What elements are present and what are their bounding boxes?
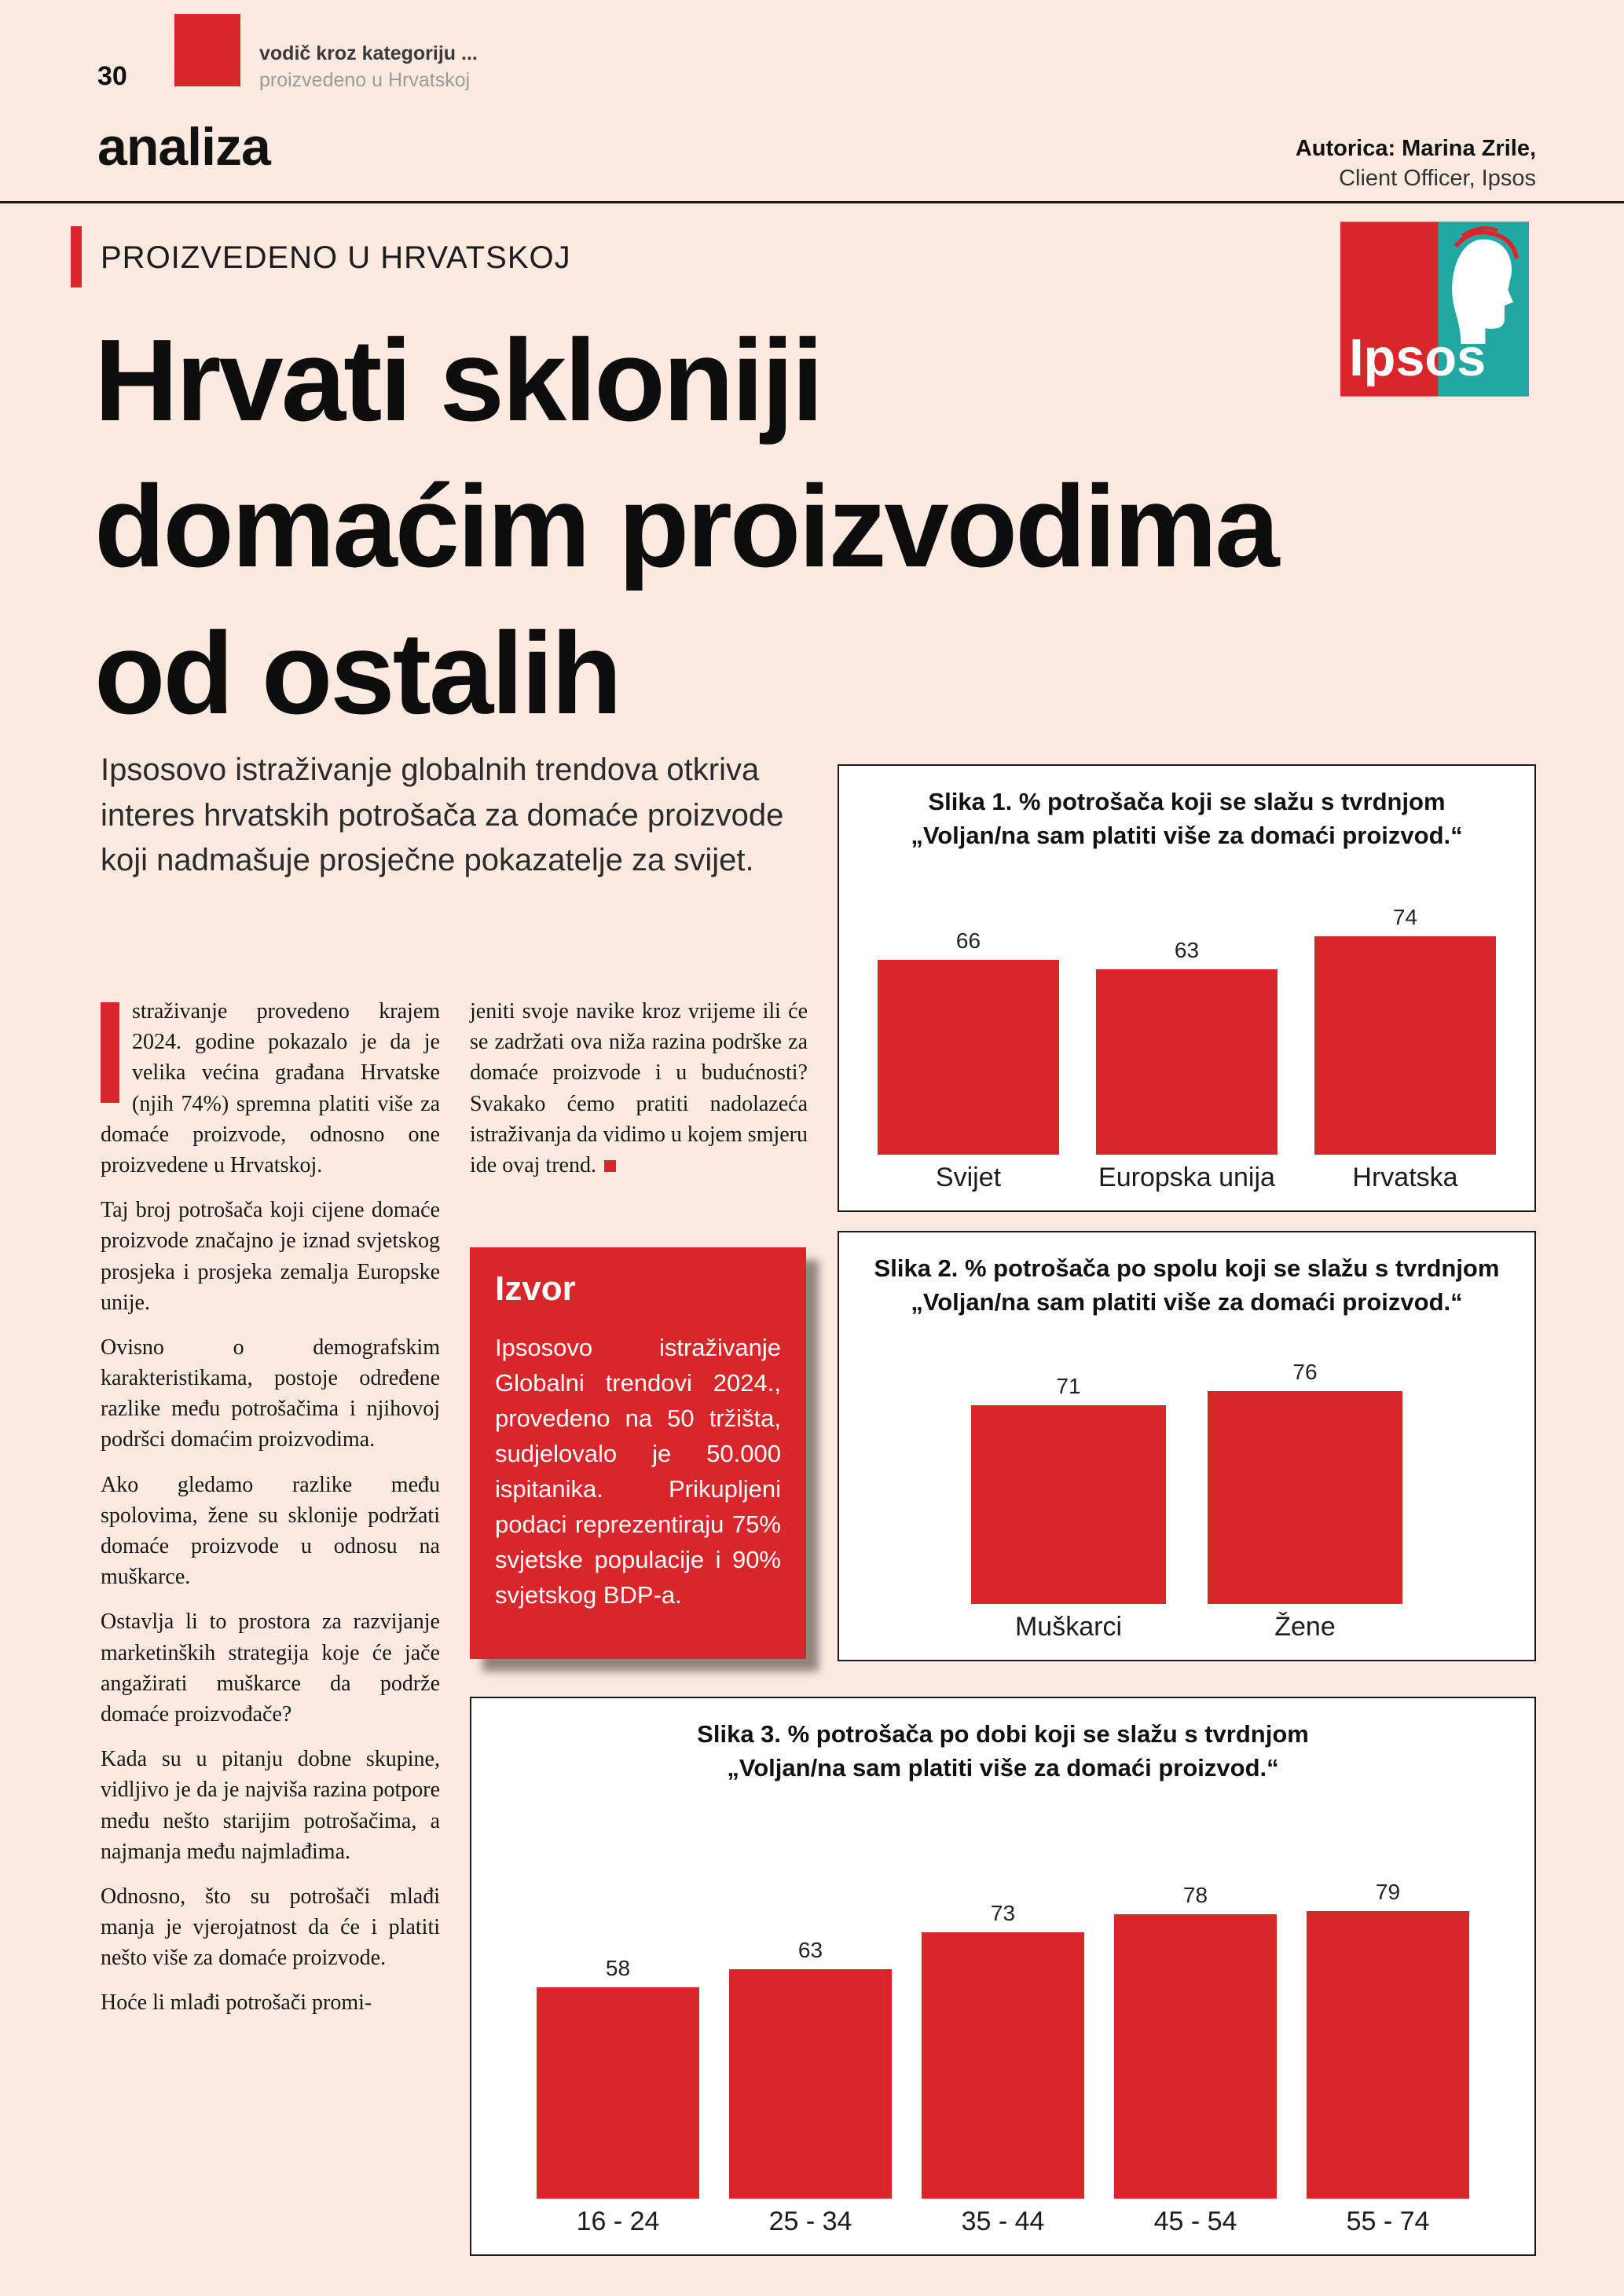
- bar: [1096, 969, 1278, 1155]
- bar-column: [971, 1374, 1166, 1604]
- bar: [971, 1405, 1166, 1604]
- body-paragraph: Kada su u pitanju dobne skupine, vidljivo je da je najviša razina potpore među nešto starijim potrošačima, a najmanja među najmlađima.: [101, 1747, 440, 1864]
- chart-title-line1: Slika 1. % potrošača koji se slažu s tvrdnjom: [928, 788, 1446, 815]
- source-box: [470, 1247, 806, 1659]
- bar-value-label: 76: [1292, 1360, 1318, 1384]
- chart-plot-area: [839, 894, 1534, 1155]
- chart-title-line2: „Voljan/na sam platiti više za domaći proizvod.“: [911, 822, 1463, 850]
- chart-plot-area: [839, 1351, 1534, 1604]
- headline-line1: Hrvati skloniji: [94, 316, 822, 445]
- body-paragraph: Odnosno, što su potrošači mlađi manja je vjerojatnost da će i platiti nešto više za domaće proizvode.: [101, 1884, 440, 1971]
- chart-title-line1: Slika 2. % potrošača po spolu koji se slažu s tvrdnjom: [874, 1254, 1500, 1282]
- bar-value-label: 74: [1392, 905, 1418, 929]
- author-block: [1296, 134, 1536, 194]
- bar: [1314, 936, 1496, 1155]
- bar-category-label: 45 - 54: [1153, 2206, 1237, 2236]
- bar-value-label: 78: [1182, 1883, 1208, 1907]
- bar-value-label: 63: [797, 1938, 823, 1962]
- bar: [1307, 1911, 1469, 2199]
- paragraph-text: straživanje provedeno krajem 2024. godine pokazalo je da je velika većina građana Hrvatske (njih 74%) spremna platiti više za domaće proizvode, odnosno one proizvedene u Hrvatskoj.: [101, 999, 440, 1177]
- bar-value-label: 63: [1174, 938, 1200, 962]
- source-box-title: Izvor: [495, 1269, 576, 1308]
- article-headline: [94, 308, 1477, 747]
- chart-category-row: [839, 1155, 1534, 1210]
- bar-value-label: 79: [1375, 1880, 1401, 1904]
- author-name: Autorica: Marina Zrile,: [1295, 136, 1536, 161]
- bar-column: [1314, 905, 1496, 1155]
- bar: [1114, 1914, 1277, 2199]
- chart-title-line2: „Voljan/na sam platiti više za domaći proizvod.“: [727, 1754, 1279, 1782]
- paragraph-text: jeniti svoje navike kroz vrijeme ili će se zadržati ova niža razina podrške za domaće proizvode i u budućnosti? Svakako ćemo pratiti nadolazeća istraživanja da vidimo u kojem smjeru ide ovaj trend.: [470, 999, 808, 1177]
- body-paragraph: Ostavlja li to prostora za razvijanje marketinških strategija koje će jače angažirati muškarce da podrže domaće proizvođače?: [101, 1609, 440, 1727]
- bar-category-label: Hrvatska: [1352, 1163, 1458, 1192]
- bar-column: [1208, 1360, 1402, 1604]
- bar: [537, 1987, 699, 2199]
- chart-title-line1: Slika 3. % potrošača po dobi koji se slažu s tvrdnjom: [697, 1720, 1309, 1748]
- kicker-line2: proizvedeno u Hrvatskoj: [259, 68, 471, 91]
- body-paragraph: [470, 996, 808, 1181]
- bar: [922, 1932, 1084, 2199]
- bar: [878, 960, 1059, 1155]
- page-number: 30: [97, 61, 127, 91]
- body-paragraph: Taj broj potrošača koji cijene domaće proizvode značajno je iznad svjetskog prosjeka i prosjeka zemalja Europske unije.: [101, 1198, 440, 1315]
- bar-value-label: 58: [605, 1956, 631, 1980]
- kicker: [259, 41, 478, 94]
- drop-cap-i: [101, 1002, 119, 1103]
- bar-column: [1307, 1880, 1469, 2199]
- headline-line2: domaćim proizvodima: [94, 462, 1278, 592]
- bar-value-label: 66: [955, 928, 981, 953]
- article-eyebrow: PROIZVEDENO U HRVATSKOJ: [101, 240, 571, 275]
- source-box-body: Ipsosovo istraživanje Globalni trendovi 2024., provedeno na 50 tržišta, sudjelovalo je 50.000 ispitanika. Prikupljeni podaci reprezentiraju 75% svjetske populacije i 90% svjetskog BDP-a.: [495, 1334, 781, 1609]
- bar-category-label: 16 - 24: [576, 2206, 660, 2236]
- body-paragraph: Ako gledamo razlike među spolovima, žene su sklonije podržati domaće proizvode u odnosu na muškarce.: [101, 1472, 440, 1590]
- ipsos-wordmark: Ipsos: [1349, 328, 1487, 387]
- eyebrow-red-tick: [71, 226, 82, 287]
- bar-column: [1114, 1883, 1277, 2199]
- chart-category-row: [839, 1604, 1534, 1660]
- bar-category-label: 35 - 44: [961, 2206, 1045, 2236]
- bar-value-label: 73: [990, 1901, 1016, 1925]
- bar-value-label: 71: [1056, 1374, 1081, 1398]
- bar-category-label: Žene: [1274, 1612, 1336, 1642]
- chart-title-line2: „Voljan/na sam platiti više za domaći proizvod.“: [911, 1288, 1463, 1316]
- bar-category-label: 55 - 74: [1346, 2206, 1430, 2236]
- bar: [1208, 1391, 1402, 1604]
- chart-title: [839, 766, 1534, 853]
- body-paragraph: Ovisno o demografskim karakteristikama, postoje određene razlike među potrošačima i njihovoj podršci domaćim proizvodima.: [101, 1335, 440, 1452]
- section-title: analiza: [97, 117, 270, 177]
- end-of-article-mark: [604, 1160, 616, 1172]
- bar-category-label: 25 - 34: [768, 2206, 852, 2236]
- body-column-left: [101, 996, 440, 2033]
- masthead-divider: [0, 201, 1624, 203]
- chart-title: [839, 1232, 1534, 1320]
- chart-plot-area: [471, 1870, 1534, 2199]
- bar-category-label: Muškarci: [1014, 1612, 1123, 1642]
- bar-column: [922, 1901, 1084, 2199]
- bar: [729, 1969, 892, 2199]
- bar-column: [729, 1938, 892, 2199]
- headline-line3: od ostalih: [94, 608, 620, 738]
- chart-figure-2: [838, 1231, 1536, 1661]
- bar-category-label: Europska unija: [1098, 1163, 1275, 1192]
- article-lede: Ipsosovo istraživanje globalnih trendova otkriva interes hrvatskih potrošača za domaće proizvode koji nadmašuje prosječne pokazatelje za svijet.: [101, 753, 784, 878]
- chart-figure-1: [838, 764, 1536, 1212]
- body-column-middle: [470, 996, 808, 1195]
- chart-figure-3: [470, 1697, 1536, 2256]
- kicker-line1: vodič kroz kategoriju ...: [259, 42, 478, 64]
- bar-category-label: Svijet: [935, 1163, 1002, 1192]
- chart-category-row: [471, 2199, 1534, 2254]
- chart-title: [471, 1698, 1534, 1785]
- kicker-red-square: [174, 14, 240, 86]
- bar-column: [1096, 938, 1278, 1155]
- body-paragraph: Hoće li mlađi potrošači promi-: [101, 1990, 372, 2016]
- body-paragraph: [101, 996, 440, 1181]
- author-role: Client Officer, Ipsos: [1339, 166, 1536, 192]
- bar-column: [537, 1956, 699, 2199]
- bar-column: [878, 928, 1059, 1155]
